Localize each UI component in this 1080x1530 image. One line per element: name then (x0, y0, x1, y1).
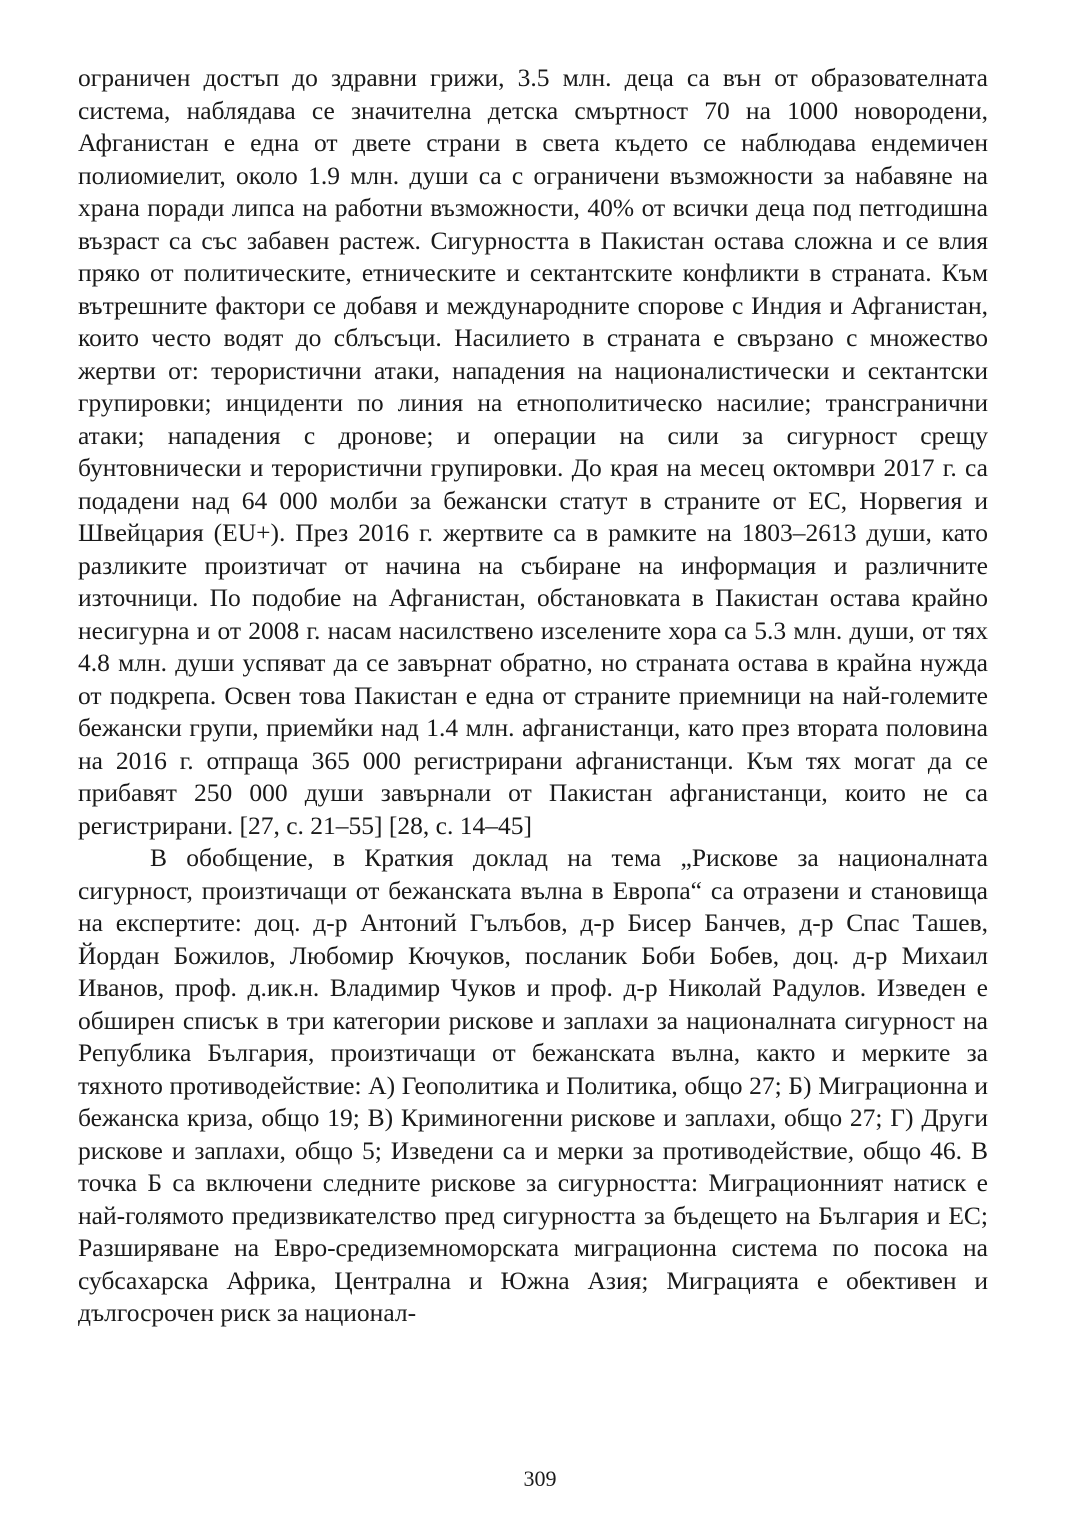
document-page (78, 62, 988, 1330)
body-paragraph-1: ограничен достъп до здравни грижи, 3.5 млн. деца са вън от образователната система, наблядава се значителна детска смъртност 70 на 1000 новородени, Афганистан е една от двете страни в света където се наблюдава ендемичен полиомиелит, около 1.9 млн. души са с ограничени възможности за набавяне на храна поради липса на работни възможности, 40% от всички деца под петгодишна възраст са със забавен растеж. Сигурността в Пакистан остава сложна и се влия пряко от политическите, етническите и сектантските конфликти в страната. Към вътрешните фактори се добавя и международните спорове с Индия и Афганистан, които често водят до сблъсъци. Насилието в страната е свързано с множество жертви от: терористични атаки, нападения на националистически и сектантски групировки; инциденти по линия на етнополитическо насилие; трансгранични атаки; нападения с дронове; и операции на сили за сигурност срещу бунтовнически и терористични групировки. До края на месец октомври 2017 г. са подадени над 64 000 молби за бежански статут в страните от ЕС, Норвегия и Швейцария (EU+). През 2016 г. жертвите са в рамките на 1803–2613 души, като разликите произтичат от начина на събиране на информация и различните източници. По подобие на Афганистан, обстановката в Пакистан остава крайно несигурна и от 2008 г. насам насилствено изселените хора са 5.3 млн. души, от тях 4.8 млн. души успяват да се завърнат обратно, но страната остава в крайна нужда от подкрепа. Освен това Пакистан е една от страните приемници на най-големите бежански групи, приемйки над 1.4 млн. афганистанци, като през втората половина на 2016 г. отпраща 365 000 регистрирани афганистанци. Към тях могат да се прибавят 250 000 души завърнали от Пакистан афганистанци, които не са регистрирани. [27, с. 21–55] [28, с. 14–45] (78, 63, 988, 840)
page-number: 309 (523, 1466, 557, 1491)
body-paragraph-2: В обобщение, в Краткия доклад на тема „Рискове за националната сигурност, произтичащи от бежанската вълна в Европа“ са отразени и становища на експертите: доц. д-р Антоний Гълъбов, д-р Бисер Банчев, д-р Спас Ташев, Йордан Божилов, Любомир Кючуков, посланик Боби Бобев, доц. д-р Михаил Иванов, проф. д.ик.н. Владимир Чуков и проф. д-р Николай Радулов. Изведен е обширен списък в три категории рискове и заплахи за националната сигурност на Република България, произтичащи от бежанската вълна, както и мерките за тяхното противодействие: А) Геополитика и Политика, общо 27; Б) Миграционна и бежанска криза, общо 19; В) Криминогенни рискове и заплахи, общо 27; Г) Други рискове и заплахи, общо 5; Изведени са и мерки за противодействие, общо 46. В точка Б са включени следните рискове за сигурността: Миграционният натиск е най-голямото предизвикателство пред сигурността за бъдещето на България и ЕС; Разширяване на Евро-средиземноморската миграционна система по посока на субсахарска Африка, Централна и Южна Азия; Миграцията е обективен и дългосрочен риск за национал- (78, 843, 988, 1327)
